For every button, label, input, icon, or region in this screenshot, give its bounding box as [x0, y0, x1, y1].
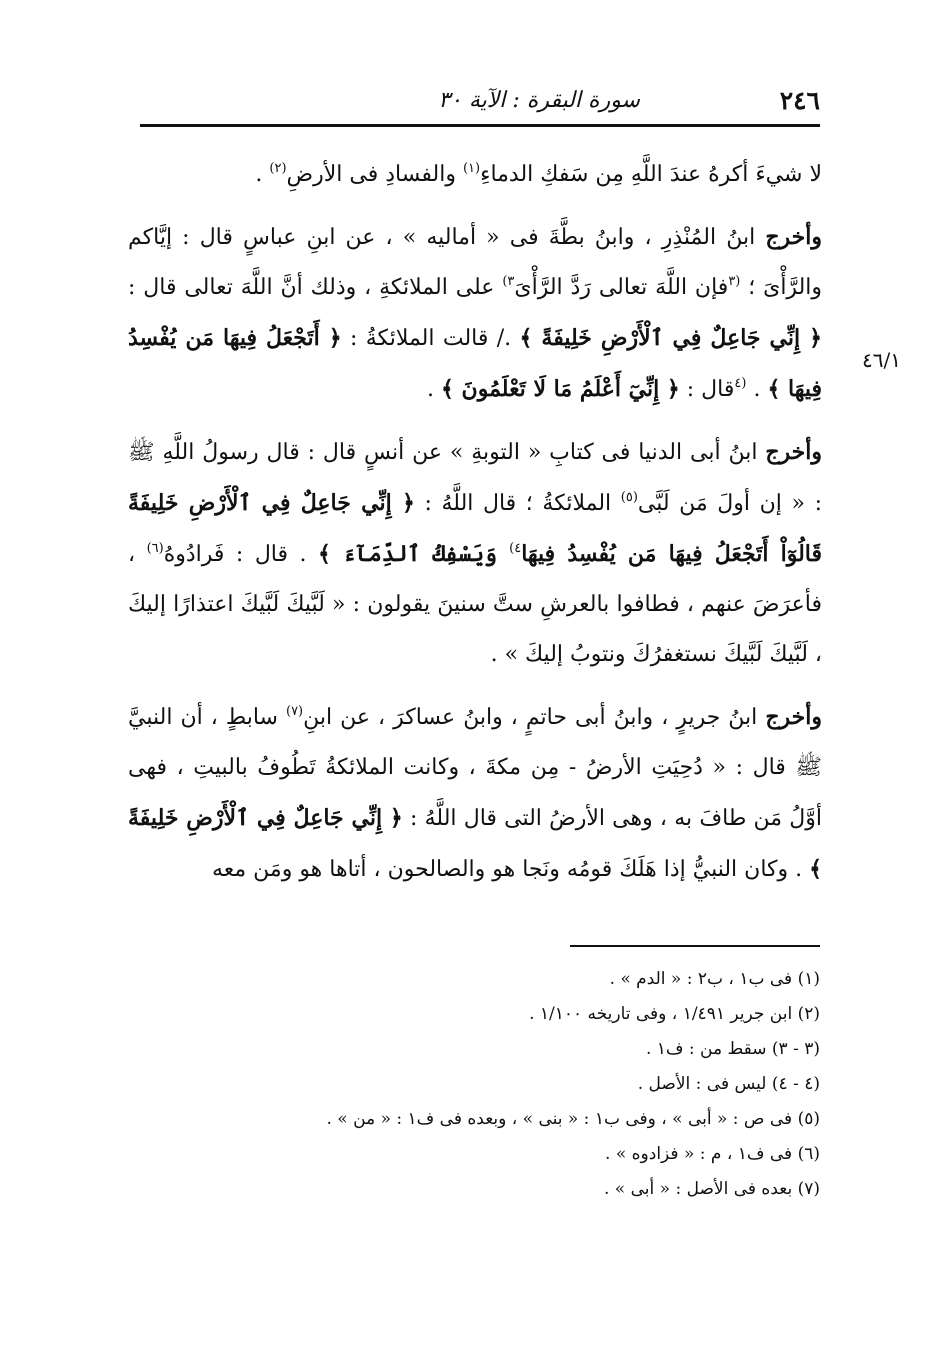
footnote: (١) فى ب١ ، ب٢ : « الدم » . — [609, 969, 820, 989]
running-title: سورة البقرة : الآية ٣٠ — [438, 88, 640, 113]
text-run: . — [746, 377, 768, 402]
footnote-marker: ٤) — [509, 541, 522, 556]
quran-verse: ﴿ إِنِّي جَاعِلٌ فِي ٱلْأَرْضِ خَلِيفَةً ﴾ — [128, 805, 822, 882]
footnote: (٣ - ٣) سقط من : ف١ . — [645, 1039, 820, 1059]
text-run: . قال : فَرادُوهُ — [163, 542, 318, 567]
text-run: ابنُ المُنْذِرِ ، وابنُ بطَّةَ فى « أماليه » ، عن ابنِ عباسٍ قال : إيَّاكم والرَّأْىَ ؛ — [128, 225, 823, 300]
footnote-marker: (١) — [462, 161, 481, 176]
quran-verse: ﴿ إِنِّي جَاعِلٌ فِي ٱلْأَرْضِ خَلِيفَةً قَالُوٓاْ أَتَجْعَلُ فِيهَا مَن يُفْسِدُ فِيهَا — [128, 490, 823, 567]
page-header — [140, 82, 820, 118]
main-text — [128, 150, 822, 907]
quran-verse: وَيَسْفِكُ ٱلدِّمَآءَ ﴾ — [318, 541, 510, 567]
text-run: الملائكةُ ؛ قال اللَّهُ : — [414, 491, 621, 516]
lead-word: وأخرج — [765, 224, 822, 250]
footnote-marker: (٤ — [734, 376, 747, 391]
footnote-marker: (٢) — [269, 161, 287, 176]
text-run: ابنُ أبى الدنيا فى كتابِ « التوبةِ » عن أنسٍ قال : قال رسولُ اللَّهِ ﷺ : « إن أولَ مَن لَبَّى — [128, 440, 822, 516]
text-run: ابنُ جريرٍ ، وابنُ أبى حاتمٍ ، وابنُ عساكرَ ، عن ابنِ — [303, 705, 766, 730]
page-number: ٢٤٦ — [779, 86, 820, 115]
paragraph-1 — [128, 150, 822, 200]
text-run: والفسادِ فى الأرضِ — [286, 162, 463, 187]
footnote: (٤ - ٤) ليس فى : الأصل . — [637, 1074, 820, 1094]
paragraph-2 — [128, 212, 822, 415]
footnote-marker: ٣) — [502, 274, 515, 289]
header-rule — [140, 124, 820, 127]
text-run: . — [255, 162, 270, 187]
footnote-marker: (٦) — [146, 541, 164, 556]
quran-verse: ﴿ إِنِّي جَاعِلٌ فِي ٱلْأَرْضِ خَلِيفَةً ﴾ — [519, 325, 822, 351]
footnote: (٦) فى ف١ ، م : « فزادوه » . — [605, 1144, 820, 1164]
text-run: لا شيءَ أكرهُ عندَ اللَّهِ مِن سَفكِ الدماءِ — [480, 162, 822, 187]
text-run: على الملائكةِ ، وذلك أنَّ اللَّهَ تعالى قال : — [128, 275, 503, 300]
footnote: (٧) بعده فى الأصل : « أبى » . — [604, 1179, 820, 1199]
footnote-marker: (٥) — [620, 490, 638, 505]
text-run: . وكان النبيُّ إذا هَلَكَ قومُه ونَجا هو والصالحون ، أتاها هو ومَن معه — [211, 857, 810, 882]
text-run: . — [427, 377, 441, 402]
footnote: (٥) فى ص : « أبى » ، وفى ب١ : « بنى » ، وبعده فى ف١ : « من » . — [326, 1109, 820, 1129]
text-run: قال : — [679, 377, 735, 402]
lead-word: وأخرج — [765, 704, 822, 730]
text-run: ، فأعرَضَ عنهم ، فطافوا بالعرشِ ستَّ سنينَ يقولون : « لَبَّيكَ لَبَّيكَ اعتذارًا إليكَ ، لَبَّيكَ لَبَّيكَ نستغفرُكَ ونتوبُ إليكَ » . — [128, 542, 822, 667]
paragraph-3 — [128, 427, 822, 680]
quran-verse: ﴿ أَتَجْعَلُ فِيهَا مَن يُفْسِدُ فِيهَا ﴾ — [128, 325, 822, 402]
footnote-marker: (٧) — [285, 704, 304, 719]
paragraph-4 — [128, 692, 822, 895]
footnote: (٢) ابن جرير ١/٤٩١ ، وفى تاريخه ١/١٠٠ . — [529, 1004, 820, 1024]
footnote-marker: (٣ — [728, 274, 741, 289]
lead-word: وأخرج — [765, 439, 822, 465]
quran-verse: ﴿ إِنِّيٓ أَعْلَمُ مَا لَا تَعْلَمُونَ ﴾ — [441, 376, 680, 402]
text-run: ./ قالت الملائكةُ : — [341, 326, 520, 351]
margin-reference: ٤٦/١ — [862, 348, 901, 372]
footnotes — [150, 962, 820, 1207]
text-run: سابطٍ ، أن النبيَّ ﷺ قال : « دُحِيَتِ الأرضُ - مِن مكةَ ، وكانت الملائكةُ تَطُوفُ بالبيتِ ، فهى أوَّلُ مَن طافَ به ، وهى الأرضُ التى قال اللَّهُ : — [128, 705, 822, 831]
text-run: فإن اللَّهَ تعالى رَدَّ الرَّأْىَ — [514, 275, 729, 300]
footnote-rule — [570, 945, 820, 947]
